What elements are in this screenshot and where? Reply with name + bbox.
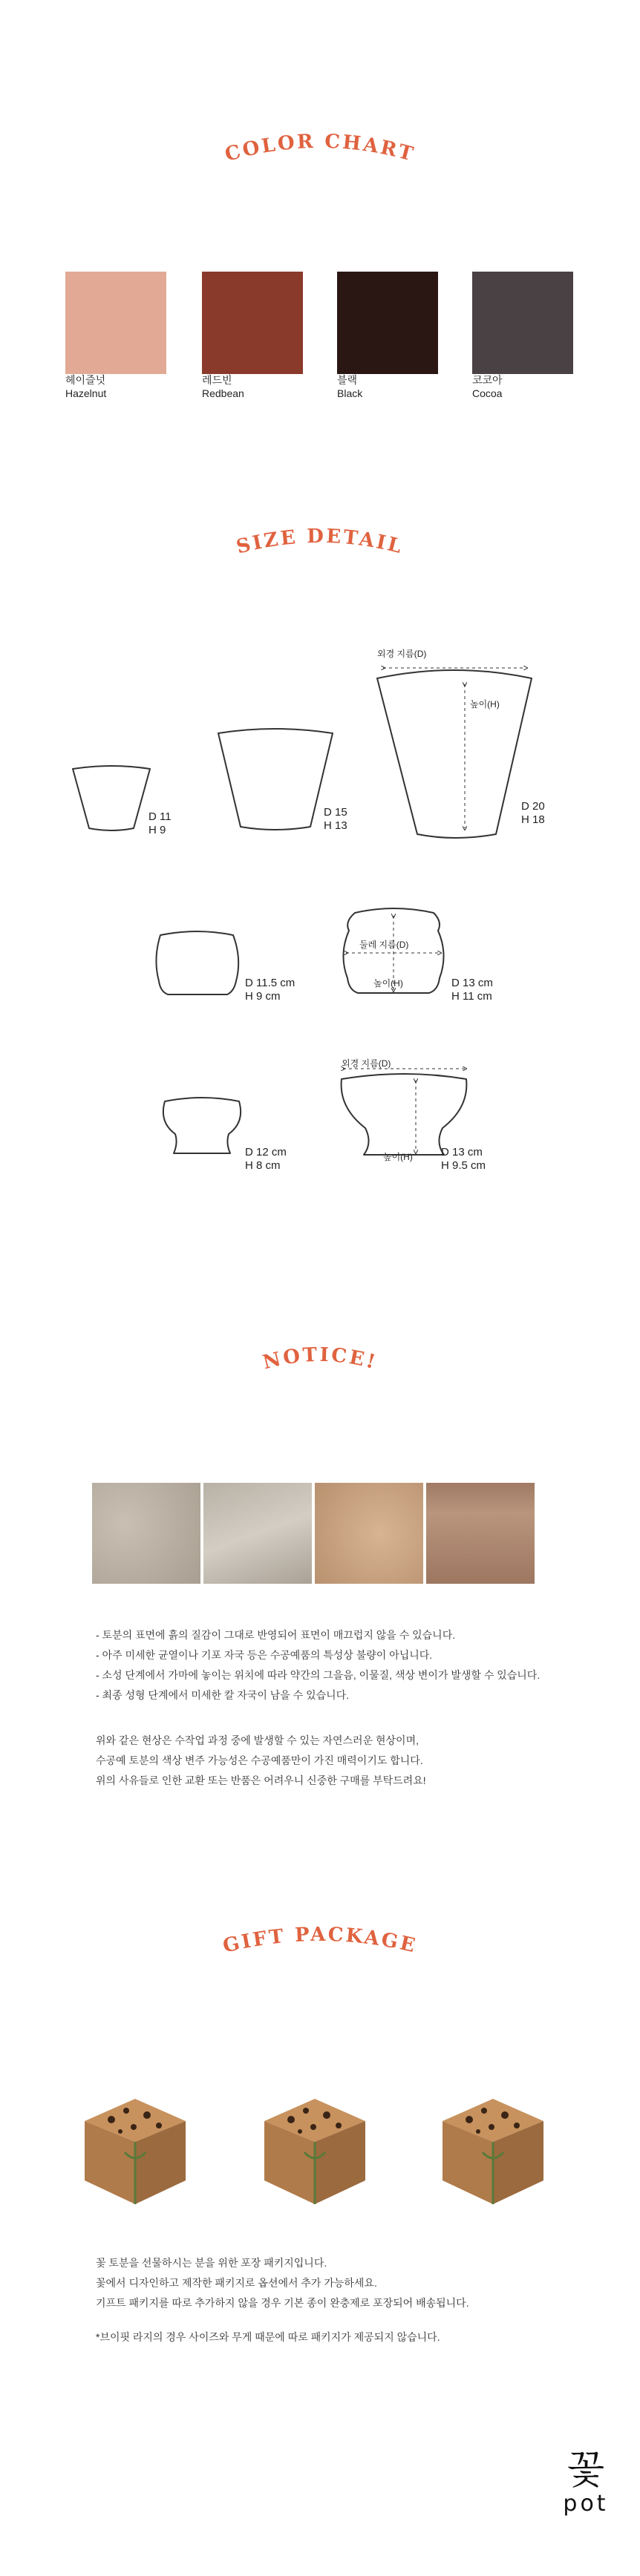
pot-drawings <box>0 623 640 1232</box>
pot-7-outline <box>342 1074 467 1155</box>
gift-box-image-2 <box>261 2093 368 2207</box>
pot-1-outline <box>73 766 150 830</box>
brand-logo-text: pot <box>563 2491 609 2517</box>
pot-3-dimensions: D 20 H 18 <box>521 800 545 826</box>
notice-photo-discoloration <box>315 1483 423 1584</box>
notice-paragraph-1: 위와 같은 현상은 수작업 과정 중에 발생할 수 있는 자연스러운 현상이며, <box>96 1734 419 1746</box>
size-detail-title <box>0 520 640 564</box>
pot-5-girth-label: 둘레 지름(D) <box>359 940 409 950</box>
pot-3-outline <box>377 670 532 838</box>
notice-paragraph-3: 위의 사유들로 인한 교환 또는 반품은 어려우니 신중한 구매를 부탁드려요! <box>96 1774 426 1786</box>
svg-text:COLOR CHART: COLOR CHART <box>222 130 418 167</box>
brand-logo-mark: 꽃 <box>566 2448 605 2493</box>
swatch-label-black: 블랙 Black <box>337 374 363 399</box>
gift-box-image-3 <box>440 2093 546 2207</box>
gift-package-title <box>0 1918 640 1963</box>
notice-paragraph-2: 수공예 토분의 색상 변주 가능성은 수공예품만이 가진 매력이기도 합니다. <box>96 1754 423 1766</box>
svg-text:NOTICE!: NOTICE! <box>261 1343 380 1374</box>
gift-note: *브이핏 라지의 경우 사이즈와 무게 때문에 따로 패키지가 제공되지 않습니다. <box>96 2331 440 2343</box>
pot-3-height-label: 높이(H) <box>470 699 500 709</box>
gift-line-1: 꽃 토분을 선물하시는 분을 위한 포장 패키지입니다. <box>96 2257 327 2269</box>
pot-7-height-label: 높이(H) <box>383 1152 413 1162</box>
pot-6-outline <box>163 1098 241 1153</box>
gift-box-image-1 <box>82 2093 189 2207</box>
gift-line-2: 꽃에서 디자인하고 제작한 패키지로 옵션에서 추가 가능하세요. <box>96 2277 377 2289</box>
notice-line-2: - 아주 미세한 균열이나 기포 자국 등은 수공예품의 특성상 불량이 아닙니다. <box>96 1649 433 1661</box>
swatch-black <box>337 272 438 374</box>
pot-7-dimensions: D 13 cm H 9.5 cm <box>441 1146 486 1172</box>
notice-line-1: - 토분의 표면에 흙의 질감이 그대로 반영되어 표면이 매끄럽지 않을 수 있습니다. <box>96 1629 456 1641</box>
pot-3-outer-diameter-label: 외경 지름(D) <box>377 649 427 659</box>
notice-line-3: - 소성 단계에서 가마에 놓이는 위치에 따라 약간의 그을음, 이물질, 색상 변이가 발생할 수 있습니다. <box>96 1669 541 1681</box>
gift-line-3: 기프트 패키지를 따로 추가하지 않을 경우 기본 종이 완충제로 포장되어 배송됩니다. <box>96 2297 469 2309</box>
pot-4-outline <box>156 931 238 994</box>
brand-logo <box>552 2449 619 2516</box>
color-chart-title <box>0 126 640 171</box>
notice-photo-crack <box>203 1483 312 1584</box>
pot-5-height-label: 높이(H) <box>373 978 403 989</box>
notice-line-4: - 최종 성형 단계에서 미세한 칼 자국이 남을 수 있습니다. <box>96 1689 350 1701</box>
pot-2-outline <box>218 729 333 830</box>
pot-5-dimensions: D 13 cm H 11 cm <box>451 977 493 1003</box>
swatch-cocoa <box>472 272 573 374</box>
swatch-label-hazelnut: 헤이즐넛 Hazelnut <box>65 374 107 399</box>
pot-4-dimensions: D 11.5 cm H 9 cm <box>245 977 295 1003</box>
notice-photo-texture <box>92 1483 200 1584</box>
pot-2-dimensions: D 15 H 13 <box>324 806 347 832</box>
swatch-label-redbean: 레드빈 Redbean <box>202 374 244 399</box>
svg-text:GIFT PACKAGE: GIFT PACKAGE <box>221 1923 419 1958</box>
swatch-hazelnut <box>65 272 166 374</box>
pot-6-dimensions: D 12 cm H 8 cm <box>245 1146 287 1172</box>
svg-text:SIZE DETAIL: SIZE DETAIL <box>234 525 406 559</box>
pot-7-outer-diameter-label: 외경 지름(D) <box>342 1058 391 1069</box>
swatch-label-cocoa: 코코아 Cocoa <box>472 374 503 399</box>
notice-photo-tool-mark <box>426 1483 535 1584</box>
pot-1-dimensions: D 11 H 9 <box>148 810 172 836</box>
notice-title <box>0 1336 640 1380</box>
swatch-redbean <box>202 272 303 374</box>
